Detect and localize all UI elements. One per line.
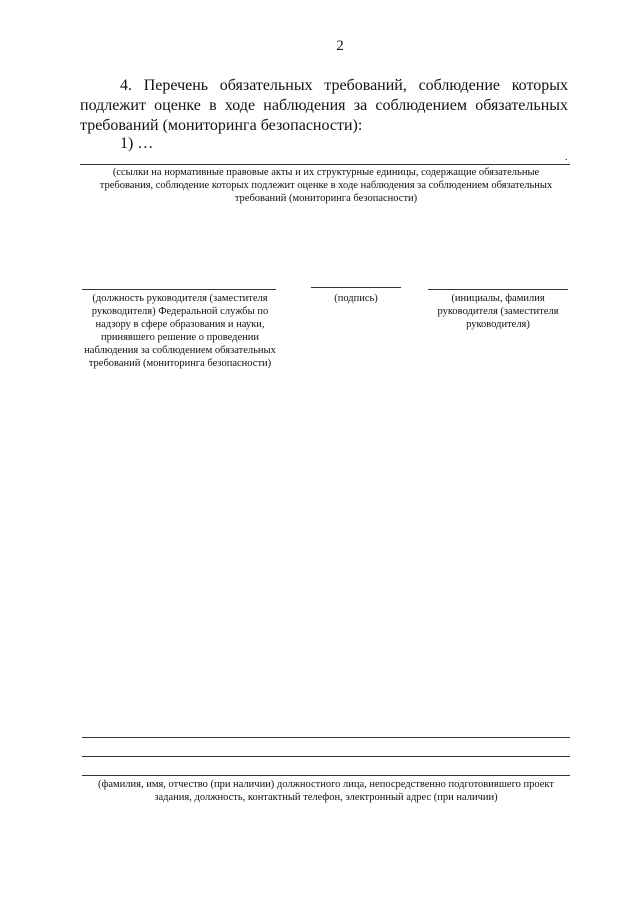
preparer-line-2 — [82, 756, 570, 757]
preparer-line-1 — [82, 737, 570, 738]
preparer-line-3 — [82, 775, 570, 776]
references-caption: (ссылки на нормативные правовые акты и их структурные единицы, содержащие обязательные требования, соблюдение которых подлежит оценке в ходе наблюдения за соблюдением обязательных требований (мониторинга безопасности) — [99, 167, 553, 204]
position-caption: (должность руководителя (заместителя руководителя) Федеральной службы по надзору в сфере образования и науки, принявшего решение о проведении наблюдения за соблюдением обязательных требований (мониторинга безопасности) — [84, 293, 276, 369]
section-4-paragraph: 4. Перечень обязательных требований, соблюдение которых подлежит оценке в ходе наблюдения за соблюдением обязательных требований (мониторинга безопасности): — [80, 77, 568, 134]
page-number: 2 — [336, 38, 344, 54]
initials-line — [428, 289, 568, 290]
list-item-1: 1) … — [120, 135, 154, 152]
references-line — [80, 164, 570, 165]
initials-caption: (инициалы, фамилия руководителя (заместителя руководителя) — [437, 293, 559, 330]
signature-line — [311, 287, 401, 288]
trailing-mark: . — [565, 152, 568, 163]
signature-caption: (подпись) — [334, 293, 378, 304]
preparer-caption: (фамилия, имя, отчество (при наличии) должностного лица, непосредственно подготовившего проект задания, должность, контактный телефон, электронный адрес (при наличии) — [98, 779, 554, 803]
position-line — [82, 289, 276, 290]
